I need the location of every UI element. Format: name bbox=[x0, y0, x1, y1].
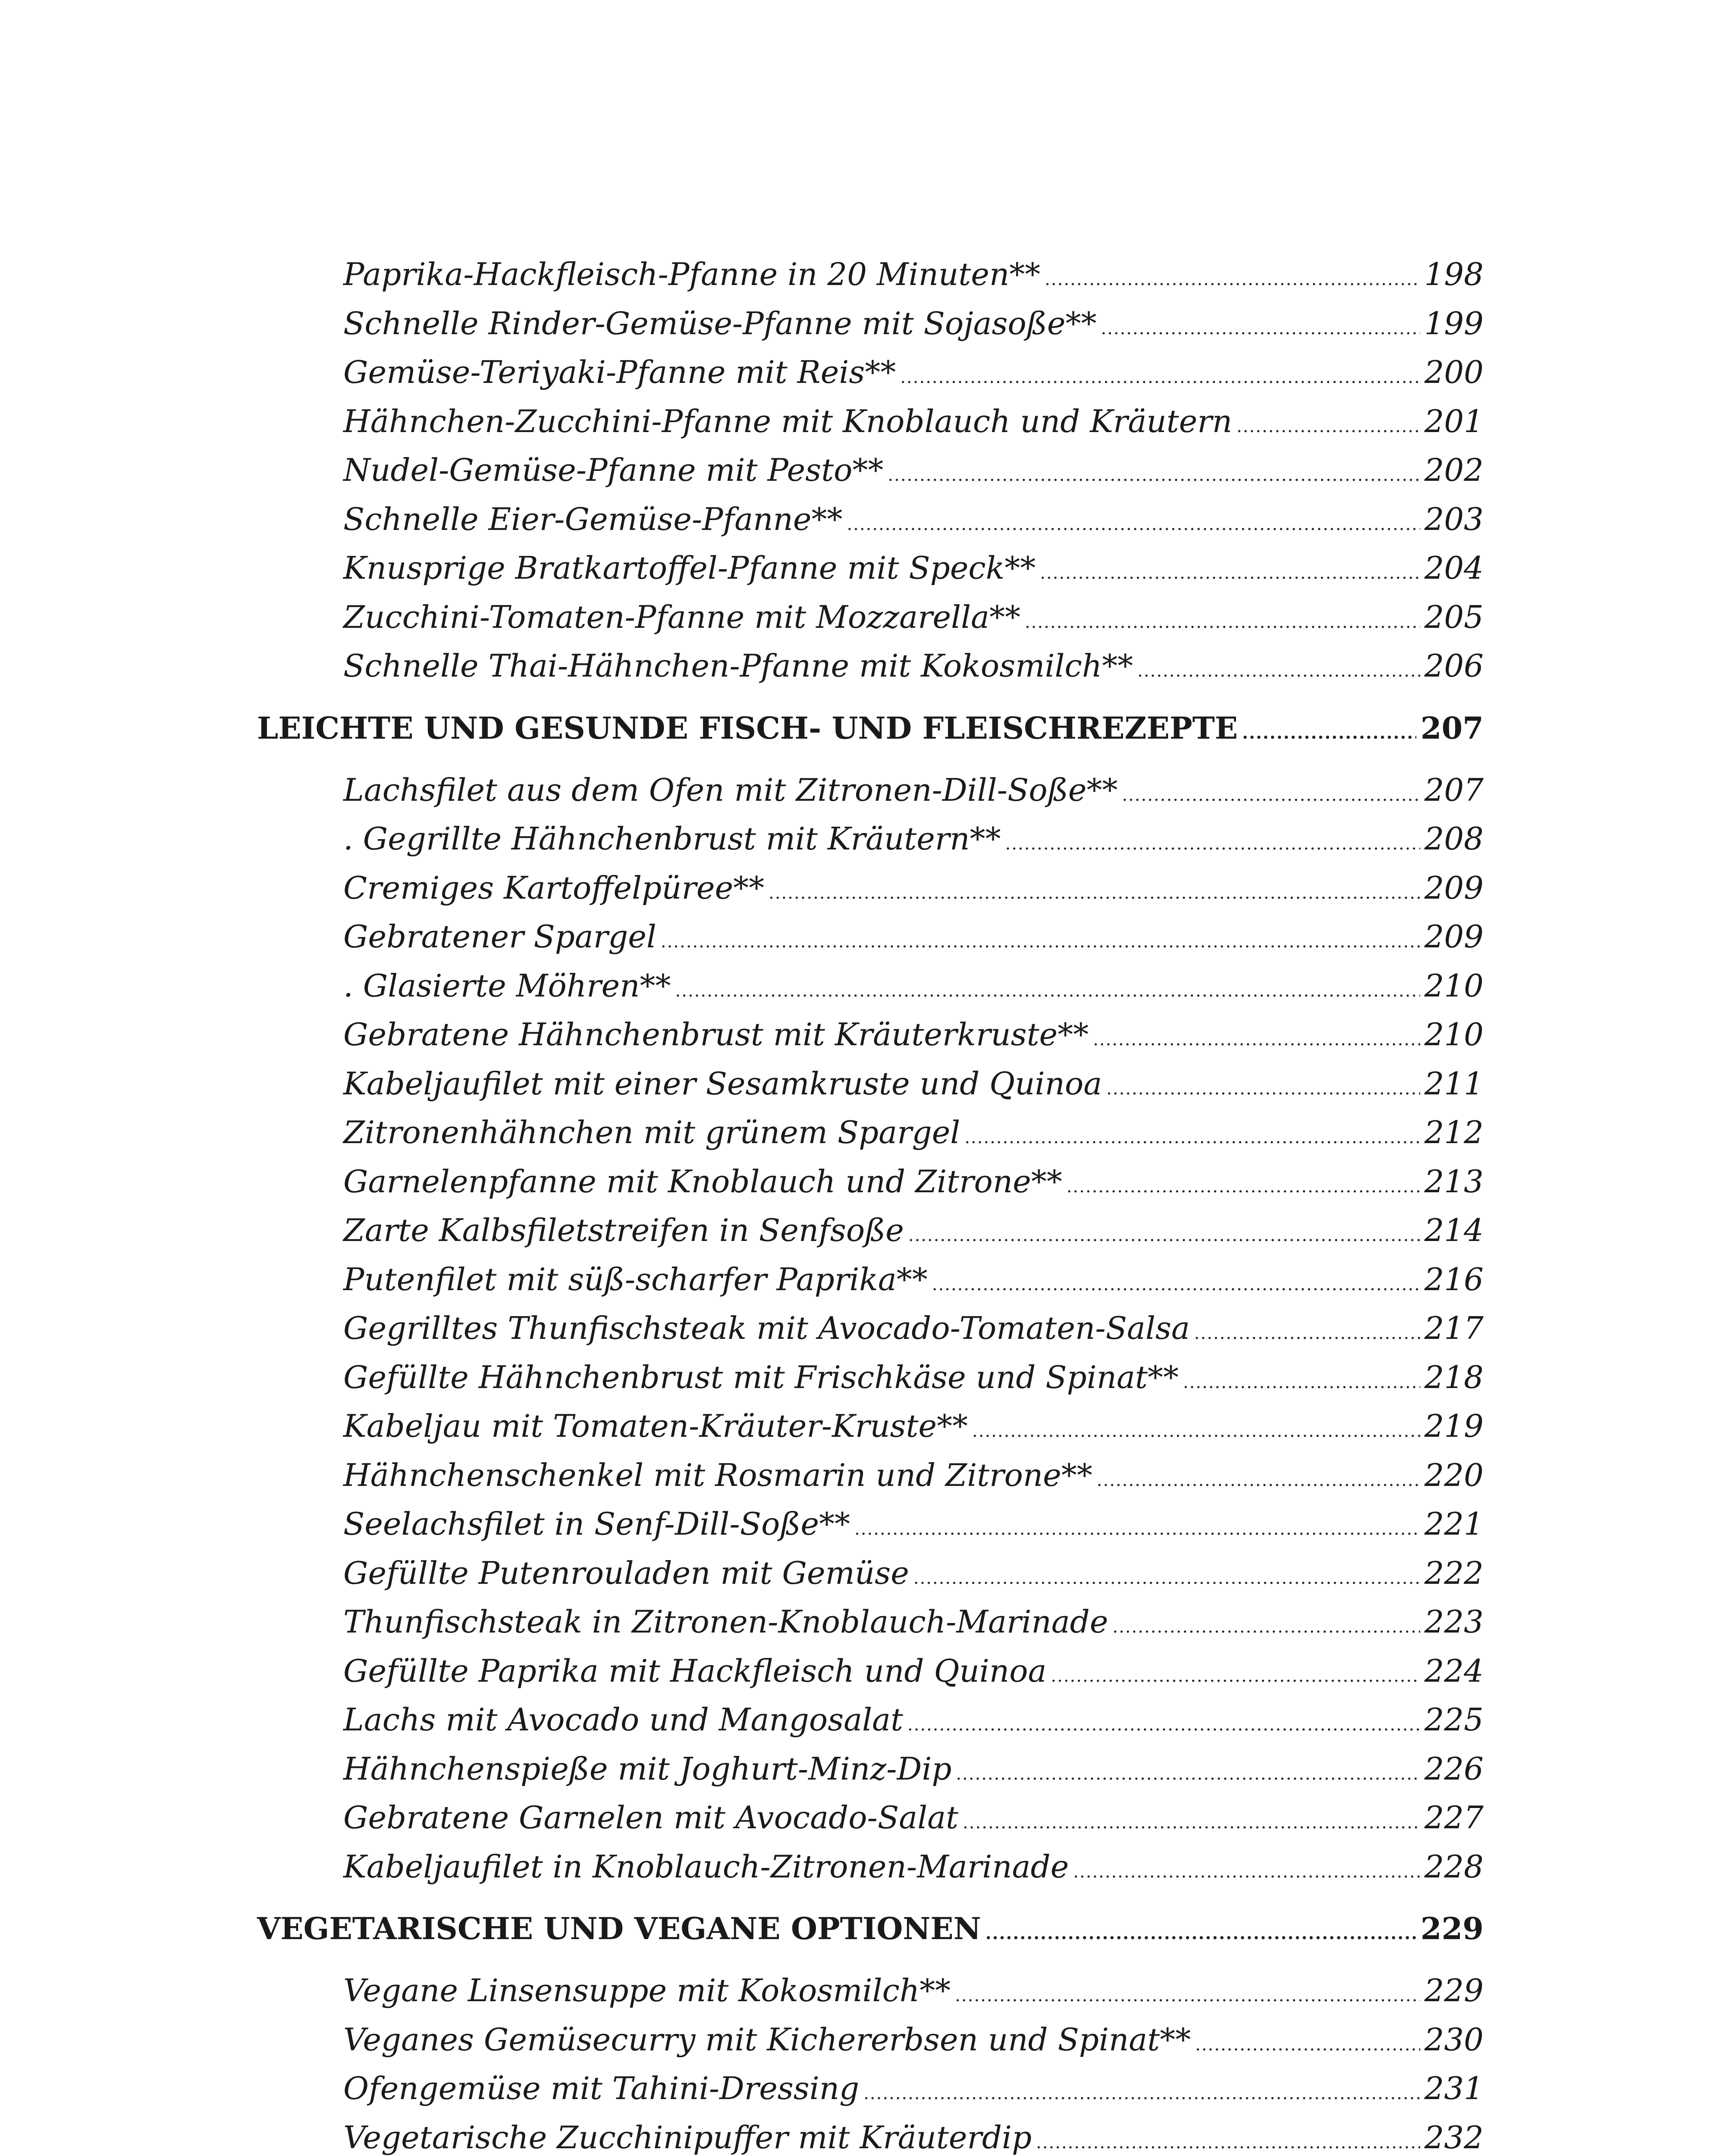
toc-entry[interactable] bbox=[257, 1059, 1484, 1109]
dot-leader bbox=[888, 451, 1420, 500]
dot-leader bbox=[1113, 1603, 1420, 1652]
toc-entry[interactable] bbox=[257, 912, 1484, 962]
toc-entry[interactable] bbox=[257, 962, 1484, 1011]
toc-entry[interactable] bbox=[257, 766, 1484, 815]
toc-entry-page: 210 bbox=[1424, 967, 1484, 1004]
toc-entry[interactable] bbox=[257, 1255, 1484, 1304]
toc-entry-title: Zarte Kalbsfiletstreifen in Senfsoße bbox=[343, 1212, 904, 1248]
toc-entry-title: Lachsfilet aus dem Ofen mit Zitronen-Dill-Soße** bbox=[343, 771, 1118, 808]
dot-leader bbox=[1097, 1456, 1420, 1505]
toc-entry-title: Putenfilet mit süß-scharfer Paprika** bbox=[343, 1261, 928, 1297]
toc-entry[interactable] bbox=[257, 544, 1484, 593]
toc-entry-page: 201 bbox=[1424, 403, 1484, 439]
dot-leader bbox=[1106, 1065, 1420, 1114]
toc-entry-title: Gebratene Hähnchenbrust mit Kräuterkruste** bbox=[343, 1016, 1089, 1053]
dot-leader bbox=[1194, 1309, 1420, 1358]
toc-entry[interactable] bbox=[257, 348, 1484, 397]
toc-entry-title: Knusprige Bratkartoffel-Pfanne mit Speck** bbox=[343, 550, 1036, 586]
toc-entry-title: Kabeljaufilet in Knoblauch-Zitronen-Marinade bbox=[343, 1848, 1069, 1885]
table-of-contents bbox=[257, 250, 1484, 2156]
toc-entry-page: 207 bbox=[1424, 771, 1484, 808]
dot-leader bbox=[863, 2069, 1420, 2118]
toc-entry-page: 202 bbox=[1424, 452, 1484, 488]
toc-entry-page: 226 bbox=[1424, 1750, 1484, 1787]
toc-entry[interactable] bbox=[257, 1966, 1484, 2015]
dot-leader bbox=[1040, 549, 1420, 598]
toc-entry-title: Gegrilltes Thunfischsteak mit Avocado-Tomaten-Salsa bbox=[343, 1310, 1190, 1346]
toc-entry-page: 228 bbox=[1424, 1848, 1484, 1885]
toc-entry-page: 225 bbox=[1424, 1702, 1484, 1738]
toc-entry-page: 222 bbox=[1424, 1554, 1484, 1591]
toc-entry-title: Gemüse-Teriyaki-Pfanne mit Reis** bbox=[343, 354, 896, 390]
toc-entry-title: Schnelle Thai-Hähnchen-Pfanne mit Kokosmilch** bbox=[343, 648, 1133, 684]
dot-leader bbox=[661, 918, 1420, 967]
toc-entry-title: Hähnchenspieße mit Joghurt-Minz-Dip bbox=[343, 1750, 952, 1787]
dot-leader bbox=[675, 967, 1420, 1016]
toc-entry[interactable] bbox=[257, 1451, 1484, 1500]
dot-leader bbox=[955, 1971, 1420, 2021]
toc-entry-title: Paprika-Hackfleisch-Pfanne in 20 Minuten** bbox=[343, 256, 1041, 292]
toc-entry-page: 205 bbox=[1424, 599, 1484, 635]
toc-chapter-page: 207 bbox=[1420, 710, 1484, 746]
toc-entry-title: Garnelenpfanne mit Knoblauch und Zitrone** bbox=[343, 1163, 1062, 1200]
toc-entry[interactable] bbox=[257, 1647, 1484, 1696]
toc-entry-title: Gebratene Garnelen mit Avocado-Salat bbox=[343, 1799, 959, 1836]
toc-entry[interactable] bbox=[257, 1157, 1484, 1206]
toc-entry[interactable] bbox=[257, 446, 1484, 495]
dot-leader bbox=[1093, 1015, 1420, 1065]
toc-entry-page: 229 bbox=[1424, 1972, 1484, 2009]
dot-leader bbox=[907, 1701, 1420, 1750]
toc-entry-title: Nudel-Gemüse-Pfanne mit Pesto** bbox=[343, 452, 884, 488]
toc-entry[interactable] bbox=[257, 1793, 1484, 1843]
toc-entry-title: Thunfischsteak in Zitronen-Knoblauch-Marinade bbox=[343, 1604, 1108, 1640]
dot-leader bbox=[913, 1554, 1420, 1603]
toc-entry-page: 210 bbox=[1424, 1016, 1484, 1053]
toc-entry[interactable] bbox=[257, 1843, 1484, 1892]
dot-leader bbox=[1051, 1652, 1420, 1701]
toc-entry[interactable] bbox=[257, 397, 1484, 446]
toc-entry[interactable] bbox=[257, 864, 1484, 913]
dot-leader bbox=[1122, 771, 1420, 820]
toc-entry[interactable] bbox=[257, 1695, 1484, 1745]
dot-leader bbox=[1101, 304, 1420, 354]
toc-entry[interactable] bbox=[257, 1598, 1484, 1647]
toc-entry[interactable] bbox=[257, 1108, 1484, 1157]
dot-leader bbox=[769, 869, 1420, 918]
toc-entry-title: Gefüllte Paprika mit Hackfleisch und Quinoa bbox=[343, 1652, 1047, 1689]
toc-entry-page: 217 bbox=[1424, 1310, 1484, 1346]
dot-leader bbox=[1183, 1358, 1420, 1407]
toc-entry-page: 199 bbox=[1424, 305, 1484, 342]
toc-entry[interactable] bbox=[257, 1745, 1484, 1794]
toc-entry-page: 218 bbox=[1424, 1359, 1484, 1395]
toc-entry-title: Lachs mit Avocado und Mangosalat bbox=[343, 1702, 904, 1738]
dot-leader bbox=[972, 1407, 1420, 1456]
dot-leader bbox=[900, 353, 1420, 402]
toc-entry[interactable] bbox=[257, 495, 1484, 544]
dot-leader bbox=[963, 1799, 1420, 1848]
toc-entry-title: Zucchini-Tomaten-Pfanne mit Mozzarella** bbox=[343, 599, 1021, 635]
toc-chapter-title: VEGETARISCHE UND VEGANE OPTIONEN bbox=[257, 1911, 981, 1946]
toc-entry-page: 204 bbox=[1424, 550, 1484, 586]
toc-entry[interactable] bbox=[257, 2064, 1484, 2113]
toc-entry-page: 206 bbox=[1424, 648, 1484, 684]
toc-entry-title: Schnelle Rinder-Gemüse-Pfanne mit Sojasoße** bbox=[343, 305, 1097, 342]
toc-entry[interactable] bbox=[257, 593, 1484, 642]
toc-entry[interactable] bbox=[257, 1206, 1484, 1255]
dot-leader bbox=[956, 1750, 1420, 1799]
toc-entry[interactable] bbox=[257, 815, 1484, 864]
dot-leader bbox=[1195, 2021, 1420, 2070]
toc-entry-page: 209 bbox=[1424, 918, 1484, 955]
toc-chapter-heading[interactable] bbox=[257, 1896, 1484, 1961]
toc-entry-page: 208 bbox=[1424, 821, 1484, 857]
toc-entry-title: Hähnchen-Zucchini-Pfanne mit Knoblauch und Kräutern bbox=[343, 403, 1233, 439]
dot-leader bbox=[1045, 255, 1420, 304]
toc-entry[interactable] bbox=[257, 2113, 1484, 2156]
dot-leader bbox=[1073, 1848, 1420, 1897]
toc-entry-page: 216 bbox=[1424, 1261, 1484, 1297]
toc-entry-page: 221 bbox=[1424, 1506, 1484, 1542]
toc-entry-title: Gebratener Spargel bbox=[343, 918, 656, 955]
toc-chapter-title: LEICHTE UND GESUNDE FISCH- UND FLEISCHREZEPTE bbox=[257, 710, 1238, 746]
toc-entry-page: 213 bbox=[1424, 1163, 1484, 1200]
dot-leader bbox=[1005, 820, 1420, 869]
toc-entry-page: 227 bbox=[1424, 1799, 1484, 1836]
toc-entry-page: 214 bbox=[1424, 1212, 1484, 1248]
toc-entry-page: 223 bbox=[1424, 1604, 1484, 1640]
toc-entry-page: 224 bbox=[1424, 1652, 1484, 1689]
toc-chapter-heading[interactable] bbox=[257, 696, 1484, 761]
toc-entry[interactable] bbox=[257, 1500, 1484, 1549]
toc-chapter-page: 229 bbox=[1420, 1911, 1484, 1946]
dot-leader bbox=[964, 1113, 1420, 1163]
dot-leader bbox=[1036, 2118, 1420, 2156]
toc-entry-title: Kabeljau mit Tomaten-Kräuter-Kruste** bbox=[343, 1408, 968, 1444]
toc-entry-title: Seelachsfilet in Senf-Dill-Soße** bbox=[343, 1506, 850, 1542]
toc-entry[interactable] bbox=[257, 250, 1484, 299]
dot-leader bbox=[985, 1901, 1416, 1966]
toc-entry-page: 220 bbox=[1424, 1457, 1484, 1493]
toc-entry-page: 232 bbox=[1424, 2119, 1484, 2156]
toc-entry-page: 198 bbox=[1424, 256, 1484, 292]
dot-leader bbox=[1025, 598, 1420, 647]
toc-entry-title: Vegetarische Zucchinipuffer mit Kräuterdip bbox=[343, 2119, 1032, 2156]
toc-entry[interactable] bbox=[257, 1304, 1484, 1353]
toc-entry-title: Vegane Linsensuppe mit Kokosmilch** bbox=[343, 1972, 951, 2009]
toc-entry-title: Kabeljaufilet mit einer Sesamkruste und Quinoa bbox=[343, 1065, 1102, 1102]
toc-entry-page: 209 bbox=[1424, 869, 1484, 906]
toc-entry-title: . Glasierte Möhren** bbox=[343, 967, 671, 1004]
toc-entry-title: . Gegrillte Hähnchenbrust mit Kräutern** bbox=[343, 821, 1001, 857]
dot-leader bbox=[847, 500, 1420, 549]
toc-entry-page: 211 bbox=[1424, 1065, 1484, 1102]
dot-leader bbox=[908, 1211, 1420, 1260]
toc-entry-title: Schnelle Eier-Gemüse-Pfanne** bbox=[343, 501, 843, 537]
toc-entry[interactable] bbox=[257, 1402, 1484, 1451]
toc-entry[interactable] bbox=[257, 1010, 1484, 1059]
toc-entry-title: Veganes Gemüsecurry mit Kichererbsen und Spinat** bbox=[343, 2021, 1191, 2058]
toc-entry-title: Cremiges Kartoffelpüree** bbox=[343, 869, 765, 906]
dot-leader bbox=[932, 1260, 1420, 1310]
toc-entry-title: Ofengemüse mit Tahini-Dressing bbox=[343, 2070, 860, 2106]
toc-entry-page: 200 bbox=[1424, 354, 1484, 390]
dot-leader bbox=[1242, 701, 1416, 765]
dot-leader bbox=[854, 1505, 1420, 1554]
toc-entry-page: 230 bbox=[1424, 2021, 1484, 2058]
toc-entry-page: 231 bbox=[1424, 2070, 1484, 2106]
toc-entry[interactable] bbox=[257, 2015, 1484, 2065]
toc-entry-page: 203 bbox=[1424, 501, 1484, 537]
toc-entry-title: Gefüllte Hähnchenbrust mit Frischkäse und Spinat** bbox=[343, 1359, 1179, 1395]
toc-entry-title: Zitronenhähnchen mit grünem Spargel bbox=[343, 1114, 960, 1150]
toc-entry-title: Hähnchenschenkel mit Rosmarin und Zitrone** bbox=[343, 1457, 1092, 1493]
toc-entry[interactable] bbox=[257, 299, 1484, 348]
toc-entry[interactable] bbox=[257, 1353, 1484, 1402]
toc-entry[interactable] bbox=[257, 642, 1484, 691]
dot-leader bbox=[1236, 402, 1420, 451]
toc-entry-page: 219 bbox=[1424, 1408, 1484, 1444]
toc-entry[interactable] bbox=[257, 1549, 1484, 1598]
toc-entry-title: Gefüllte Putenrouladen mit Gemüse bbox=[343, 1554, 909, 1591]
toc-entry-page: 212 bbox=[1424, 1114, 1484, 1150]
dot-leader bbox=[1137, 647, 1420, 696]
dot-leader bbox=[1067, 1163, 1420, 1212]
